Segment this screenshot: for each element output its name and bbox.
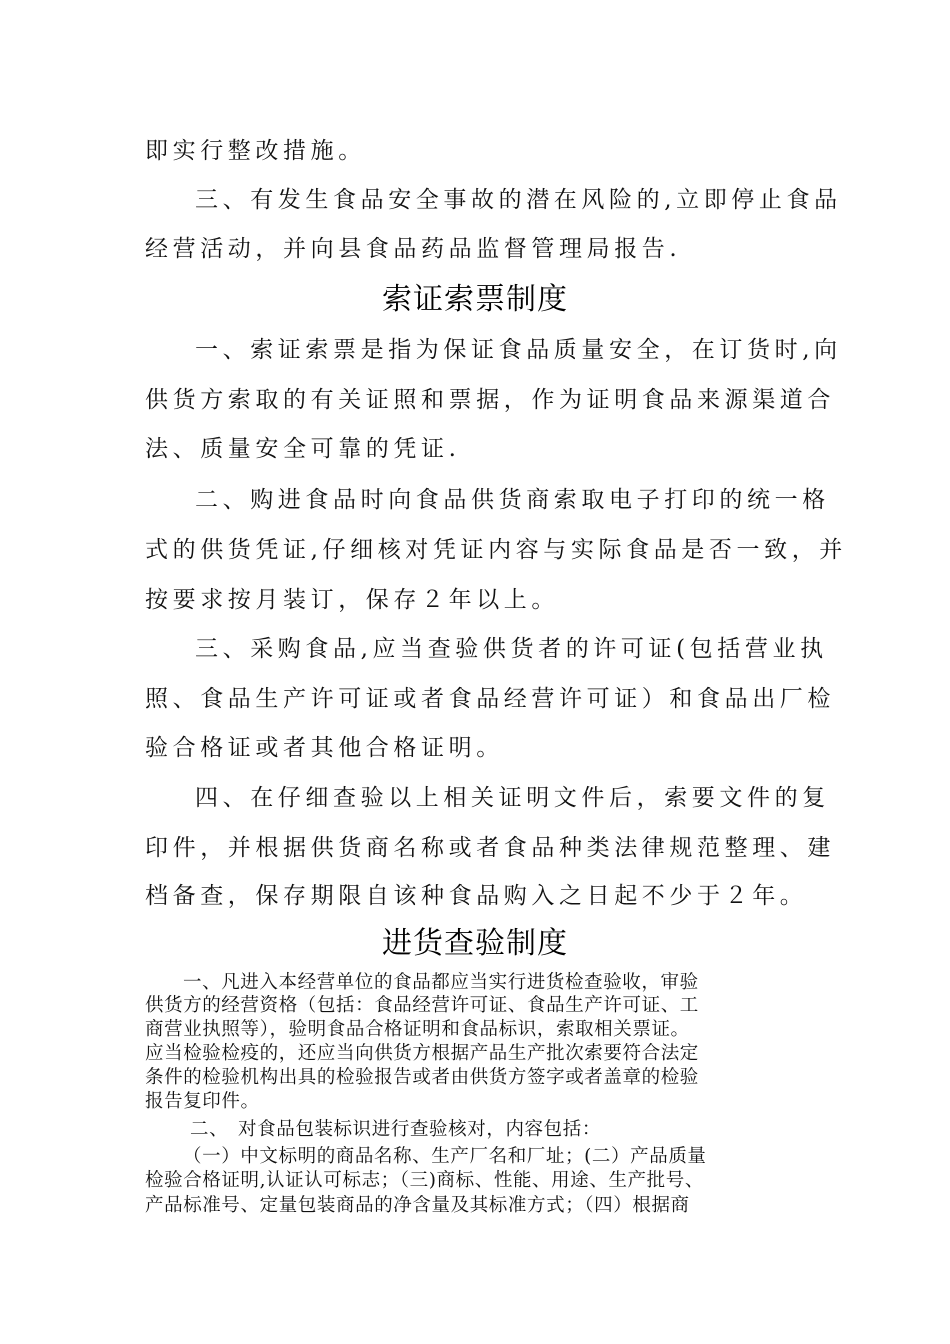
body-line: 印件，并根据供货商名称或者食品种类法律规范整理、建 xyxy=(145,835,835,861)
section-title-jinhuo: 进货查验制度 xyxy=(382,926,568,961)
body-line: 验合格证或者其他合格证明。 xyxy=(145,735,504,761)
body-line: 四、在仔细查验以上相关证明文件后，索要文件的复 xyxy=(195,785,830,811)
body-line: 三、有发生食品安全事故的潜在风险的,立即停止食品 xyxy=(195,187,842,213)
body-line: 照、食品生产许可证或者食品经营许可证）和食品出厂检 xyxy=(145,686,835,712)
body-line: 产品标准号、定量包装商品的净含量及其标准方式；（四）根据商 xyxy=(145,1195,690,1216)
body-line: 一、索证索票是指为保证食品质量安全，在订货时,向 xyxy=(195,337,842,363)
body-line: 式的供货凭证,仔细核对凭证内容与实际食品是否一致，并 xyxy=(145,537,847,563)
body-line: 档备查，保存期限自该种食品购入之日起不少于２年。 xyxy=(145,883,808,909)
body-line: 二、购进食品时向食品供货商索取电子打印的统一格 xyxy=(195,487,830,513)
body-line: 一、凡进入本经营单位的食品都应当实行进货检查验收，审验 xyxy=(183,972,699,993)
body-line: 商营业执照等），验明食品合格证明和食品标识，索取相关票证。 xyxy=(145,1019,690,1040)
body-line: 三、采购食品,应当查验供货者的许可证(包括营业执 xyxy=(195,636,828,662)
body-line: 按要求按月装订，保存２年以上。 xyxy=(145,587,559,613)
body-line: 条件的检验机构出具的检验报告或者由供货方签字或者盖章的检验 xyxy=(145,1067,699,1088)
body-line: 供货方索取的有关证照和票据，作为证明食品来源渠道合 xyxy=(145,387,835,413)
body-line: 经营活动，并向县食品药品监督管理局报告. xyxy=(145,236,682,262)
body-line: 二、 对食品包装标识进行查验核对，内容包括： xyxy=(190,1119,601,1140)
body-line: 法、质量安全可靠的凭证. xyxy=(145,436,461,462)
body-line: 即实行整改措施。 xyxy=(145,138,366,164)
body-line: 应当检验检疫的，还应当向供货方根据产品生产批次索要符合法定 xyxy=(145,1043,699,1064)
section-title-suozheng: 索证索票制度 xyxy=(382,282,568,317)
body-line: 供货方的经营资格（包括：食品经营许可证、食品生产许可证、工 xyxy=(145,995,699,1016)
body-line: （一）中文标明的商品名称、生产厂名和厂址；(二）产品质量 xyxy=(183,1146,707,1167)
body-line: 检验合格证明,认证认可标志；（三)商标、性能、用途、生产批号、 xyxy=(145,1170,704,1191)
body-line: 报告复印件。 xyxy=(145,1091,260,1112)
